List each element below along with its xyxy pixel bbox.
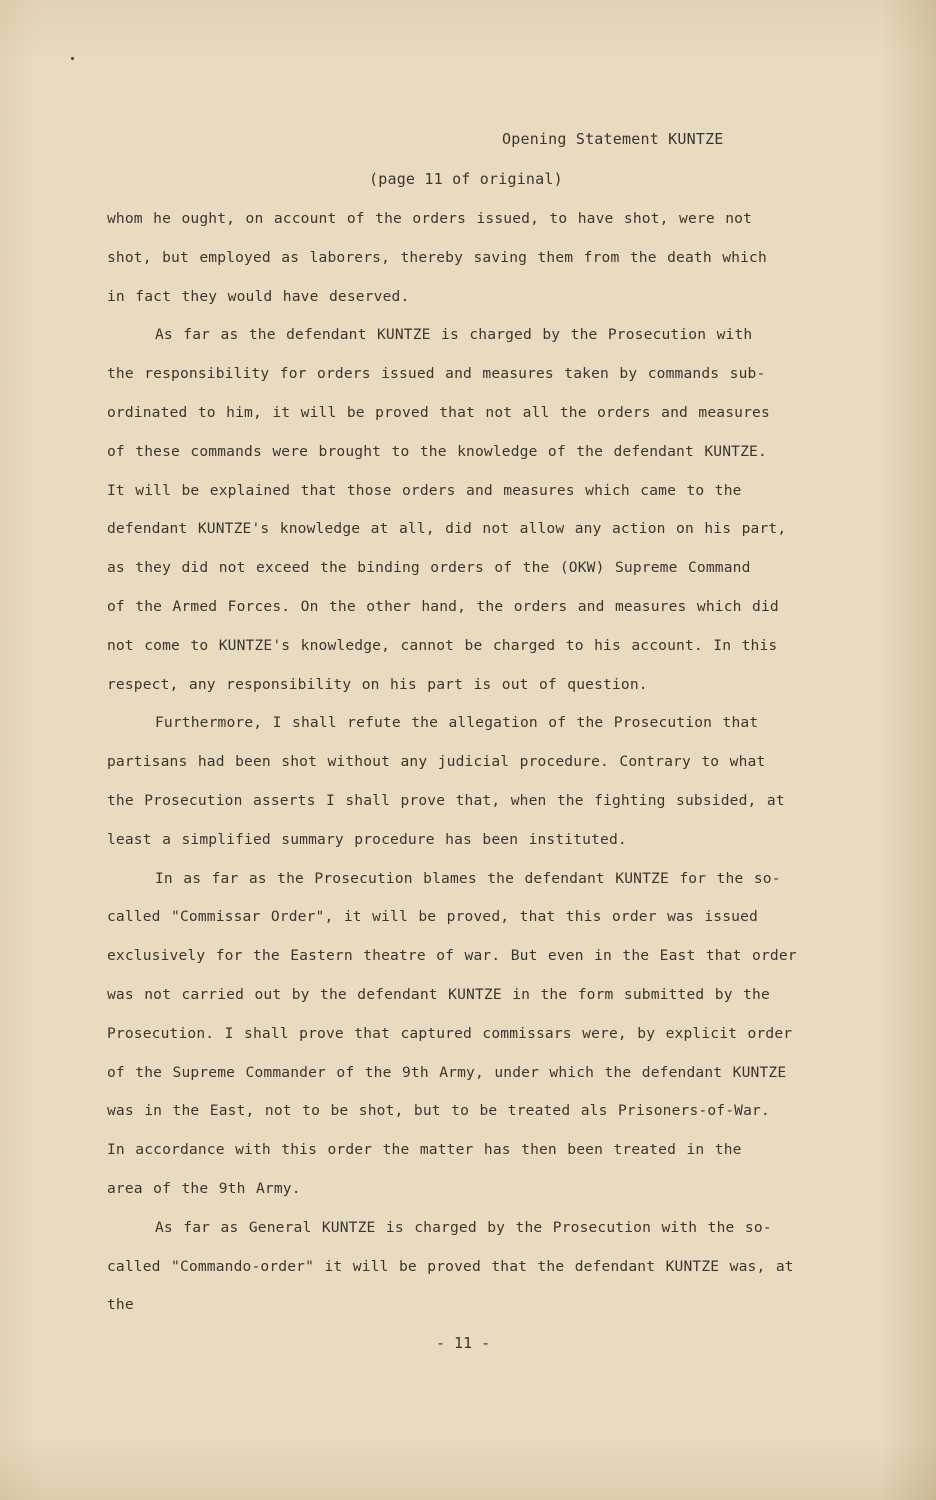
text-line: was not carried out by the defendant KUNTZE in the form submitted by the <box>107 985 770 1003</box>
text-line: As far as the defendant KUNTZE is charged by the Prosecution with <box>155 326 753 344</box>
text-line: not come to KUNTZE's knowledge, cannot be charged to his account. In this <box>107 636 778 654</box>
text-line: least a simplified summary procedure has been instituted. <box>107 830 627 848</box>
ink-speck <box>71 57 74 60</box>
text-line: called "Commando-order" it will be proved that the defendant KUNTZE was, at <box>107 1257 794 1275</box>
text-line: as they did not exceed the binding orders of the (OKW) Supreme Command <box>107 559 751 577</box>
text-line: of the Armed Forces. On the other hand, the orders and measures which did <box>107 597 779 615</box>
text-line: in fact they would have deserved. <box>107 287 410 305</box>
text-line: In accordance with this order the matter has then been treated in the <box>107 1141 742 1159</box>
text-line: respect, any responsibility on his part is out of question. <box>107 675 648 693</box>
text-line: It will be explained that those orders and measures which came to the <box>107 481 742 499</box>
text-line: was in the East, not to be shot, but to be treated als Prisoners-of-War. <box>107 1102 770 1120</box>
document-subtitle: (page 11 of original) <box>369 170 563 188</box>
text-line: Prosecution. I shall prove that captured commissars were, by explicit order <box>107 1024 793 1042</box>
text-line: of these commands were brought to the knowledge of the defendant KUNTZE. <box>107 442 767 460</box>
text-line: of the Supreme Commander of the 9th Army, under which the defendant KUNTZE <box>107 1063 787 1081</box>
text-line: In as far as the Prosecution blames the defendant KUNTZE for the so- <box>155 869 781 887</box>
text-line: whom he ought, on account of the orders issued, to have shot, were not <box>107 210 753 227</box>
text-line: partisans had been shot without any judicial procedure. Contrary to what <box>107 753 766 771</box>
text-line: shot, but employed as laborers, thereby saving them from the death which <box>107 248 767 266</box>
text-line: As far as General KUNTZE is charged by the Prosecution with the so- <box>155 1218 772 1236</box>
text-line: called "Commissar Order", it will be proved, that this order was issued <box>107 908 758 926</box>
text-line: defendant KUNTZE's knowledge at all, did not allow any action on his part, <box>107 520 787 538</box>
text-line: exclusively for the Eastern theatre of war. But even in the East that order <box>107 947 797 965</box>
page-number: - 11 - <box>436 1334 491 1352</box>
document-title: Opening Statement KUNTZE <box>502 130 724 148</box>
document-body <box>107 209 867 1334</box>
text-line: the Prosecution asserts I shall prove that, when the fighting subsided, at <box>107 791 785 809</box>
text-line: area of the 9th Army. <box>107 1179 301 1197</box>
text-line: the responsibility for orders issued and measures taken by commands sub- <box>107 365 766 383</box>
text-line: the <box>107 1296 134 1314</box>
text-line: Furthermore, I shall refute the allegation of the Prosecution that <box>155 714 759 732</box>
text-line: ordinated to him, it will be proved that not all the orders and measures <box>107 403 770 421</box>
